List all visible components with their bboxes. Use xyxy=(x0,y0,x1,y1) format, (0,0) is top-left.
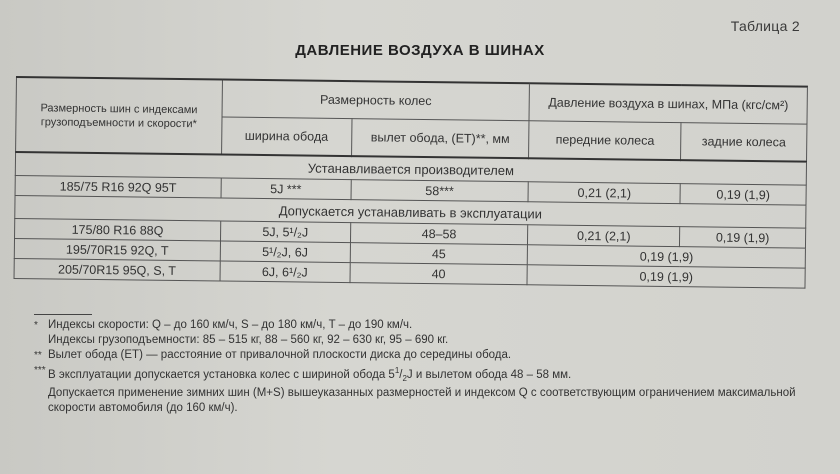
header-row-1 xyxy=(16,77,807,124)
cell-pressure-both: 0,19 (1,9) xyxy=(528,245,806,268)
cell-tire: 185/75 R16 92Q 95T xyxy=(15,175,221,198)
cell-offset: 45 xyxy=(350,243,528,265)
cell-front: 0,21 (2,1) xyxy=(528,225,680,247)
page-title: ДАВЛЕНИЕ ВОЗДУХА В ШИНАХ xyxy=(295,42,545,59)
tire-pressure-table xyxy=(14,76,808,289)
header-rim-width: ширина обода xyxy=(221,117,351,156)
section-allowed: Допускается устанавливать в эксплуатации xyxy=(15,195,806,228)
footnote-text: В эксплуатации допускается установка колес с шириной обода 5 xyxy=(48,368,395,381)
footnote-text: скорости автомобиля (до 160 км/ч). xyxy=(48,402,238,415)
section-factory: Устанавливается производителем xyxy=(15,152,806,185)
cell-front: 0,21 (2,1) xyxy=(528,182,680,204)
header-offset: вылет обода, (ET)**, мм xyxy=(351,119,529,159)
footnote-text: Вылет обода (ET) — расстояние от привалочной плоскости диска до середины обода. xyxy=(48,349,512,361)
cell-pressure-both: 0,19 (1,9) xyxy=(527,265,805,288)
cell-tire: 195/70R15 92Q, T xyxy=(14,238,220,261)
cell-offset: 40 xyxy=(350,263,528,285)
footnote-mark: * xyxy=(34,320,38,331)
footnote-mark: *** xyxy=(34,365,46,376)
cell-tire: 175/80 R16 88Q xyxy=(15,218,221,241)
fraction-denominator: 2 xyxy=(402,374,407,384)
footnote-offset xyxy=(34,348,824,363)
header-rear: задние колеса xyxy=(681,123,807,162)
cell-rim-width: 5J *** xyxy=(221,178,351,200)
cell-rear: 0,19 (1,9) xyxy=(680,227,806,249)
footnote-load-index xyxy=(34,333,824,348)
header-front: передние колеса xyxy=(529,121,681,160)
footnote-text: Допускается применение зимних шин (M+S) вышеуказанных размерностей и индексом Q с соответствующим ограничением максимальной xyxy=(48,387,796,400)
cell-rear: 0,19 (1,9) xyxy=(680,184,806,206)
header-wheel-size: Размерность колес xyxy=(222,80,530,121)
footnote-operation: *** В эксплуатации допускается установка колес с шириной обода $5^1/_2J$ и вылетом обода 48 – 58 мм. xyxy=(34,365,572,384)
cell-rim-width: 6J, 6¹/₂J xyxy=(220,261,350,283)
cell-offset: 48–58 xyxy=(350,223,528,245)
footnote-mark: ** xyxy=(34,350,42,361)
cell-offset: 58*** xyxy=(351,180,529,202)
cell-rim-width: 5¹/₂J, 6J xyxy=(220,241,350,263)
cell-tire: 205/70R15 95Q, S, T xyxy=(14,258,220,281)
fraction-numerator: 1 xyxy=(394,366,400,375)
footnote-text: J и вылетом обода 48 – 58 мм. xyxy=(406,368,572,381)
table-number: Таблица 2 xyxy=(730,18,800,34)
footnote-text: Индексы грузоподъемности: 85 – 515 кг, 88 – 560 кг, 92 – 630 кг, 95 – 690 кг. xyxy=(48,334,449,346)
header-tire-size: Размерность шин с индексами грузоподъемности и скорости* xyxy=(16,77,223,155)
header-pressure: Давление воздуха в шинах, МПа (кгс/см²) xyxy=(529,83,807,124)
footnote-divider xyxy=(34,314,92,315)
footnote-winter-tires xyxy=(34,386,824,401)
footnotes xyxy=(34,318,824,416)
footnote-speed-index xyxy=(34,318,824,333)
cell-rim-width: 5J, 5¹/₂J xyxy=(220,221,350,243)
footnote-winter-speed xyxy=(34,401,824,416)
footnote-text: Индексы скорости: Q – до 160 км/ч, S – до 180 км/ч, T – до 190 км/ч. xyxy=(48,319,413,331)
